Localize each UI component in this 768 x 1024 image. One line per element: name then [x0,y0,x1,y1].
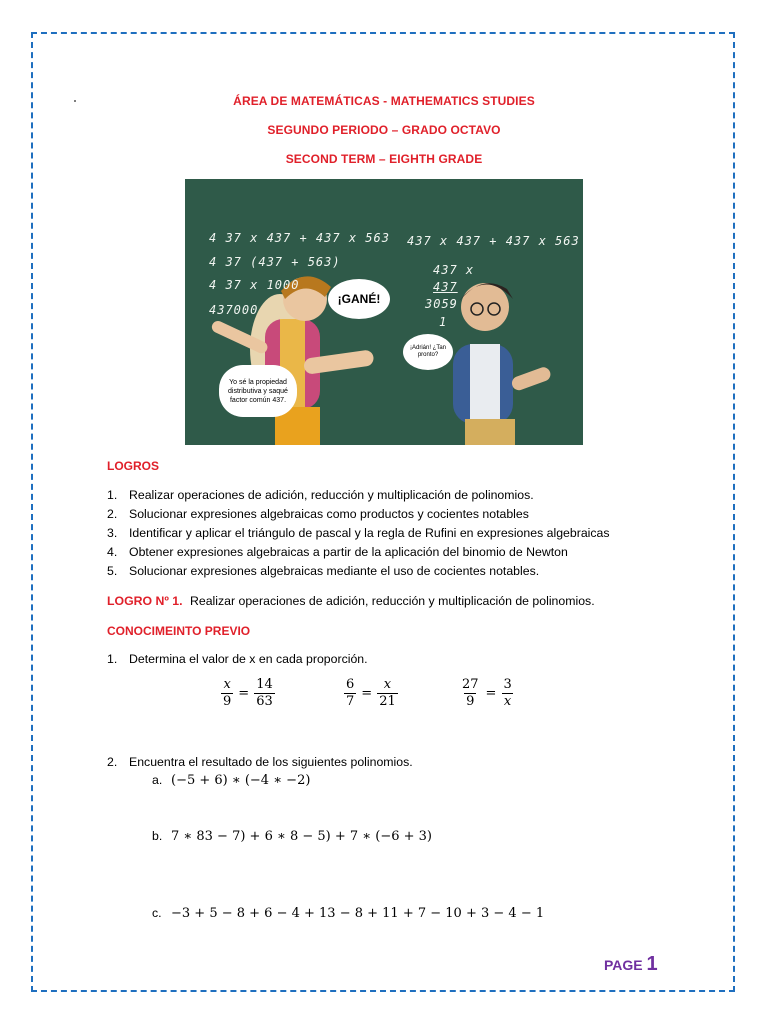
logro-item [107,543,610,562]
logro-text: Identificar y aplicar el triángulo de pascal y la regla de Rufini en expresiones algebraicas [129,526,610,540]
header-term: SECOND TERM – EIGHTH GRADE [285,152,483,166]
logros-title: LOGROS [107,459,160,473]
logros-list [107,486,610,581]
boy-right-head [461,283,509,331]
logro-1-line [107,594,595,608]
question-2-text: Encuentra el resultado de los siguientes polinomios. [129,755,413,769]
proportion-3-b-num: 3 [503,677,512,692]
board-left-line-4: 437000 [209,303,259,317]
board-right-line-4: 3059 [425,297,458,311]
logro-text: Obtener expresiones algebraicas a partir de la aplicación del binomio de Newton [129,545,568,559]
bubble-gane: ¡GANÉ! [328,279,390,319]
logro-1-label: LOGRO Nº 1. [107,594,183,608]
part-b [152,829,432,844]
part-c [152,906,544,921]
page-word: PAGE [604,957,643,973]
part-b-label: b. [152,829,163,843]
board-right-line-5: 1 [439,315,448,329]
logro-text: Realizar operaciones de adición, reducción y multiplicación de polinomios. [129,488,534,502]
classroom-illustration [185,179,583,445]
proportion-3: $\frac{27}{9}$ = $\frac{3}{x}$ [462,677,512,709]
logro-num: 3. [107,526,118,540]
header-period: SEGUNDO PERIODO – GRADO OCTAVO [267,123,501,137]
part-c-label: c. [152,906,162,920]
page-number: 1 [646,953,658,975]
board-right-line-1: 437 x 437 + 437 x 563 [407,234,580,248]
part-b-expr: 7 ∗ 83 − 7) + 6 ∗ 8 − 5) + 7 ∗ (−6 + 3) [171,829,432,844]
proportion-2-b-num: x [383,677,392,692]
logro-item [107,486,610,505]
proportion-1: $\frac{x}{9}$ = $\frac{14}{63}$ [223,677,273,709]
logro-text: Solucionar expresiones algebraicas mediante el uso de cocientes notables. [129,564,540,578]
logro-item [107,524,610,543]
part-a [152,773,310,788]
proportion-3-a-num: 27 [462,677,479,692]
logro-text: Solucionar expresiones algebraicas como productos y cocientes notables [129,507,529,521]
proportion-2: $\frac{6}{7}$ = $\frac{x}{21}$ [346,677,396,709]
proportion-2-b-den: 21 [379,694,396,709]
logro-num: 4. [107,545,118,559]
question-1-num: 1. [107,652,118,666]
bubble-propiedad: Yo sé la propiedad distributiva y saqué factor común 437. [219,365,297,417]
logro-num: 5. [107,564,118,578]
logro-num: 1. [107,488,118,502]
logro-item [107,562,610,581]
proportion-1-b-num: 14 [256,677,273,692]
header-title: ÁREA DE MATEMÁTICAS - MATHEMATICS STUDIES [233,94,535,108]
board-left-line-1: 4 37 x 437 + 437 x 563 [209,231,390,245]
proportion-3-b-den: x [503,694,512,709]
part-c-expr: −3 + 5 − 8 + 6 − 4 + 13 − 8 + 11 + 7 − 10 + 3 − 4 − 1 [171,906,545,921]
question-1 [107,652,368,666]
board-right-line-2: 437 x [433,263,475,277]
proportion-1-a-den: 9 [223,694,232,709]
bubble-adrian: ¡Adrián! ¿Tan pronto? [403,334,453,370]
question-2 [107,755,413,769]
board-left-line-2: 4 37 (437 + 563) [209,255,341,269]
board-left-line-3: 4 37 x 1000 [209,278,300,292]
proportion-2-a-num: 6 [346,677,355,692]
question-1-text: Determina el valor de x en cada proporción. [129,652,368,666]
page-number-label [604,953,658,976]
proportion-3-a-den: 9 [466,694,475,709]
proportion-1-a-num: x [223,677,231,692]
board-right-line-3: 437 [433,280,458,294]
logro-item [107,505,610,524]
conocimiento-title: CONOCIMEINTO PREVIO [107,624,251,638]
proportion-2-a-den: 7 [346,694,355,709]
logro-num: 2. [107,507,118,521]
part-a-label: a. [152,773,163,787]
logro-1-text: Realizar operaciones de adición, reducción y multiplicación de polinomios. [189,594,595,608]
question-2-num: 2. [107,755,118,769]
part-a-expr: (−5 + 6) ∗ (−4 ∗ −2) [171,773,311,788]
proportion-1-b-den: 63 [256,694,273,709]
